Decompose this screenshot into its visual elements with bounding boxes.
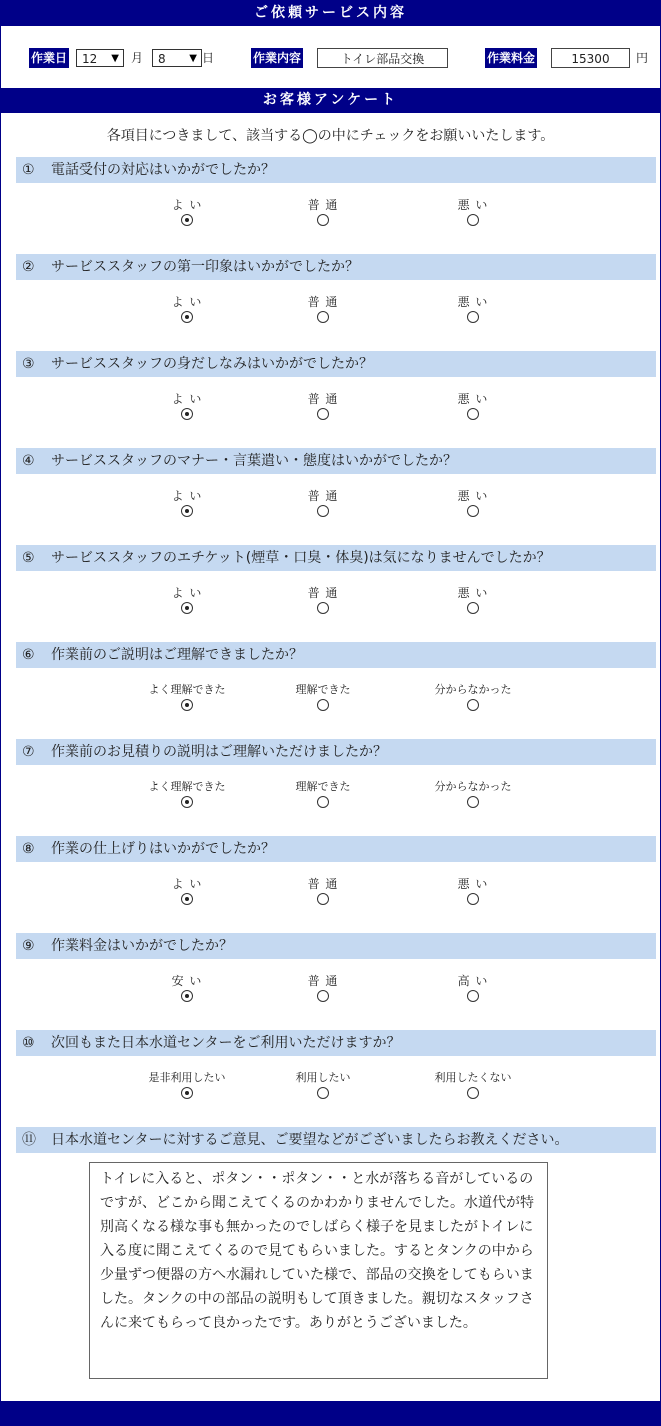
- work-fee-field[interactable]: 15300: [551, 48, 630, 68]
- question-10-option-2: [263, 1070, 383, 1099]
- radio-button[interactable]: [467, 1087, 479, 1099]
- question-text: 作業の仕上げりはいかがでしたか？: [51, 841, 275, 857]
- comment-textarea[interactable]: トイレに入ると、ポタン・・ポタン・・と水が落ちる音がしているのですが、どこから聞こえてくるのかわかりませんでした。水道代が特別高くなる様な事も無かったのでしばらく様子を見ましたがトイレに入る度に聞こえてくるので見てもらいました。するとタンクの中から少量ずつ便器の方へ水漏れしていた様で、部品の交換をしてもらいました。タンクの中の部品の説明もして頂きました。親切なスタッフさんに来てもらって良かったです。ありがとうございました。: [89, 1162, 548, 1379]
- question-8-option-1: [127, 876, 247, 905]
- footer-bar: [1, 1401, 660, 1425]
- radio-button[interactable]: [317, 1087, 329, 1099]
- option-label: 普 通: [307, 295, 339, 309]
- question-1-option-3: [413, 197, 533, 226]
- option-label: 普 通: [307, 392, 339, 406]
- question-number: ⑥: [22, 647, 35, 663]
- question-10-option-3: [413, 1070, 533, 1099]
- question-9-option-3: [413, 973, 533, 1002]
- service-header: ご依頼サービス内容: [1, 1, 660, 26]
- question-6: [16, 642, 656, 668]
- radio-button[interactable]: [467, 893, 479, 905]
- question-number: ⑤: [22, 550, 35, 566]
- question-text: 作業前のお見積りの説明はご理解いただけましたか？: [51, 744, 387, 760]
- question-9-option-2: [263, 973, 383, 1002]
- radio-button[interactable]: [317, 699, 329, 711]
- question-number: ①: [22, 162, 35, 178]
- question-4-option-3: [413, 488, 533, 517]
- question-number: ④: [22, 453, 35, 469]
- month-value: 12: [82, 52, 98, 66]
- question-number: ②: [22, 259, 35, 275]
- comment-question: [16, 1127, 656, 1153]
- option-label: よく理解できた: [148, 780, 226, 793]
- option-label: 利用したくない: [434, 1071, 512, 1084]
- option-label: 普 通: [307, 489, 339, 503]
- radio-button[interactable]: [317, 505, 329, 517]
- radio-button[interactable]: [181, 893, 193, 905]
- question-7-option-2: [263, 779, 383, 808]
- question-text: サービススタッフのエチケット(煙草・口臭・体臭)は気になりませんでしたか？: [51, 550, 551, 566]
- option-label: 高 い: [457, 974, 489, 988]
- work-date-label: 作業日: [29, 48, 69, 68]
- radio-button[interactable]: [317, 602, 329, 614]
- day-unit: 日: [202, 51, 215, 65]
- question-number: ⑧: [22, 841, 35, 857]
- question-text: 日本水道センターに対するご意見、ご要望などがございましたらお教えください。: [51, 1132, 569, 1148]
- question-3-option-3: [413, 391, 533, 420]
- question-3-option-2: [263, 391, 383, 420]
- survey-header: お客様アンケート: [1, 88, 660, 113]
- option-label: 普 通: [307, 877, 339, 891]
- radio-button[interactable]: [317, 893, 329, 905]
- question-text: 作業料金はいかがでしたか？: [51, 938, 233, 954]
- day-value: 8: [158, 52, 166, 66]
- option-label: 分からなかった: [434, 683, 512, 696]
- question-8-option-2: [263, 876, 383, 905]
- question-10: [16, 1030, 656, 1056]
- question-7-option-1: [127, 779, 247, 808]
- radio-button[interactable]: [181, 311, 193, 323]
- radio-button[interactable]: [467, 214, 479, 226]
- survey-intro: 各項目につきまして、該当する◯の中にチェックをお願いいたします。: [106, 128, 555, 144]
- radio-button[interactable]: [181, 408, 193, 420]
- question-7: [16, 739, 656, 765]
- radio-button[interactable]: [181, 990, 193, 1002]
- question-number: ⑪: [22, 1132, 36, 1148]
- question-text: サービススタッフの第一印象はいかがでしたか？: [51, 259, 359, 275]
- option-label: 安 い: [171, 974, 203, 988]
- option-label: 悪 い: [457, 877, 489, 891]
- option-label: よ い: [171, 198, 203, 212]
- option-label: 悪 い: [457, 392, 489, 406]
- radio-button[interactable]: [467, 505, 479, 517]
- question-number: ⑩: [22, 1035, 35, 1051]
- radio-button[interactable]: [181, 699, 193, 711]
- radio-button[interactable]: [181, 214, 193, 226]
- option-label: 悪 い: [457, 586, 489, 600]
- radio-button[interactable]: [467, 990, 479, 1002]
- radio-button[interactable]: [317, 796, 329, 808]
- option-label: 普 通: [307, 974, 339, 988]
- question-1-option-1: [127, 197, 247, 226]
- radio-button[interactable]: [181, 796, 193, 808]
- question-text: 電話受付の対応はいかがでしたか？: [51, 162, 275, 178]
- radio-button[interactable]: [467, 311, 479, 323]
- question-text: 次回もまた日本水道センターをご利用いただけますか？: [51, 1035, 401, 1051]
- month-select[interactable]: [76, 49, 124, 67]
- option-label: よ い: [171, 489, 203, 503]
- question-text: サービススタッフの身だしなみはいかがでしたか？: [51, 356, 373, 372]
- option-label: よ い: [171, 392, 203, 406]
- option-label: よ い: [171, 295, 203, 309]
- chevron-down-icon: ▼: [111, 53, 119, 64]
- day-select[interactable]: [152, 49, 202, 67]
- option-label: よ い: [171, 586, 203, 600]
- radio-button[interactable]: [181, 602, 193, 614]
- chevron-down-icon: ▼: [189, 53, 197, 64]
- option-label: 普 通: [307, 198, 339, 212]
- question-2-option-2: [263, 294, 383, 323]
- radio-button[interactable]: [317, 408, 329, 420]
- question-number: ③: [22, 356, 35, 372]
- question-5-option-3: [413, 585, 533, 614]
- option-label: 悪 い: [457, 198, 489, 212]
- radio-button[interactable]: [181, 505, 193, 517]
- work-fee-label: 作業料金: [485, 48, 537, 68]
- option-label: 理解できた: [295, 780, 351, 793]
- radio-button[interactable]: [317, 214, 329, 226]
- option-label: 分からなかった: [434, 780, 512, 793]
- question-8-option-3: [413, 876, 533, 905]
- question-2-option-1: [127, 294, 247, 323]
- radio-button[interactable]: [467, 408, 479, 420]
- option-label: 理解できた: [295, 683, 351, 696]
- question-4: [16, 448, 656, 474]
- question-4-option-2: [263, 488, 383, 517]
- question-7-option-3: [413, 779, 533, 808]
- question-4-option-1: [127, 488, 247, 517]
- option-label: 是非利用したい: [148, 1071, 226, 1084]
- radio-button[interactable]: [181, 1087, 193, 1099]
- question-5-option-2: [263, 585, 383, 614]
- option-label: 利用したい: [295, 1071, 351, 1084]
- option-label: よ い: [171, 877, 203, 891]
- question-1-option-2: [263, 197, 383, 226]
- radio-button[interactable]: [317, 990, 329, 1002]
- question-2-option-3: [413, 294, 533, 323]
- question-3: [16, 351, 656, 377]
- radio-button[interactable]: [467, 796, 479, 808]
- radio-button[interactable]: [467, 699, 479, 711]
- question-2: [16, 254, 656, 280]
- option-label: 悪 い: [457, 489, 489, 503]
- option-label: よく理解できた: [148, 683, 226, 696]
- question-6-option-2: [263, 682, 383, 711]
- question-6-option-3: [413, 682, 533, 711]
- radio-button[interactable]: [467, 602, 479, 614]
- option-label: 普 通: [307, 586, 339, 600]
- question-9-option-1: [127, 973, 247, 1002]
- question-5-option-1: [127, 585, 247, 614]
- work-content-field[interactable]: トイレ部品交換: [317, 48, 448, 68]
- work-content-label: 作業内容: [251, 48, 303, 68]
- question-8: [16, 836, 656, 862]
- month-unit: 月: [131, 51, 144, 65]
- question-text: 作業前のご説明はご理解できましたか？: [51, 647, 303, 663]
- question-6-option-1: [127, 682, 247, 711]
- option-label: 悪 い: [457, 295, 489, 309]
- question-1: [16, 157, 656, 183]
- question-5: [16, 545, 656, 571]
- question-text: サービススタッフのマナー・言葉遣い・態度はいかがでしたか？: [51, 453, 457, 469]
- fee-unit: 円: [636, 51, 649, 65]
- question-number: ⑦: [22, 744, 35, 760]
- question-3-option-1: [127, 391, 247, 420]
- question-10-option-1: [127, 1070, 247, 1099]
- radio-button[interactable]: [317, 311, 329, 323]
- service-info-row: [1, 27, 660, 87]
- question-number: ⑨: [22, 938, 35, 954]
- question-9: [16, 933, 656, 959]
